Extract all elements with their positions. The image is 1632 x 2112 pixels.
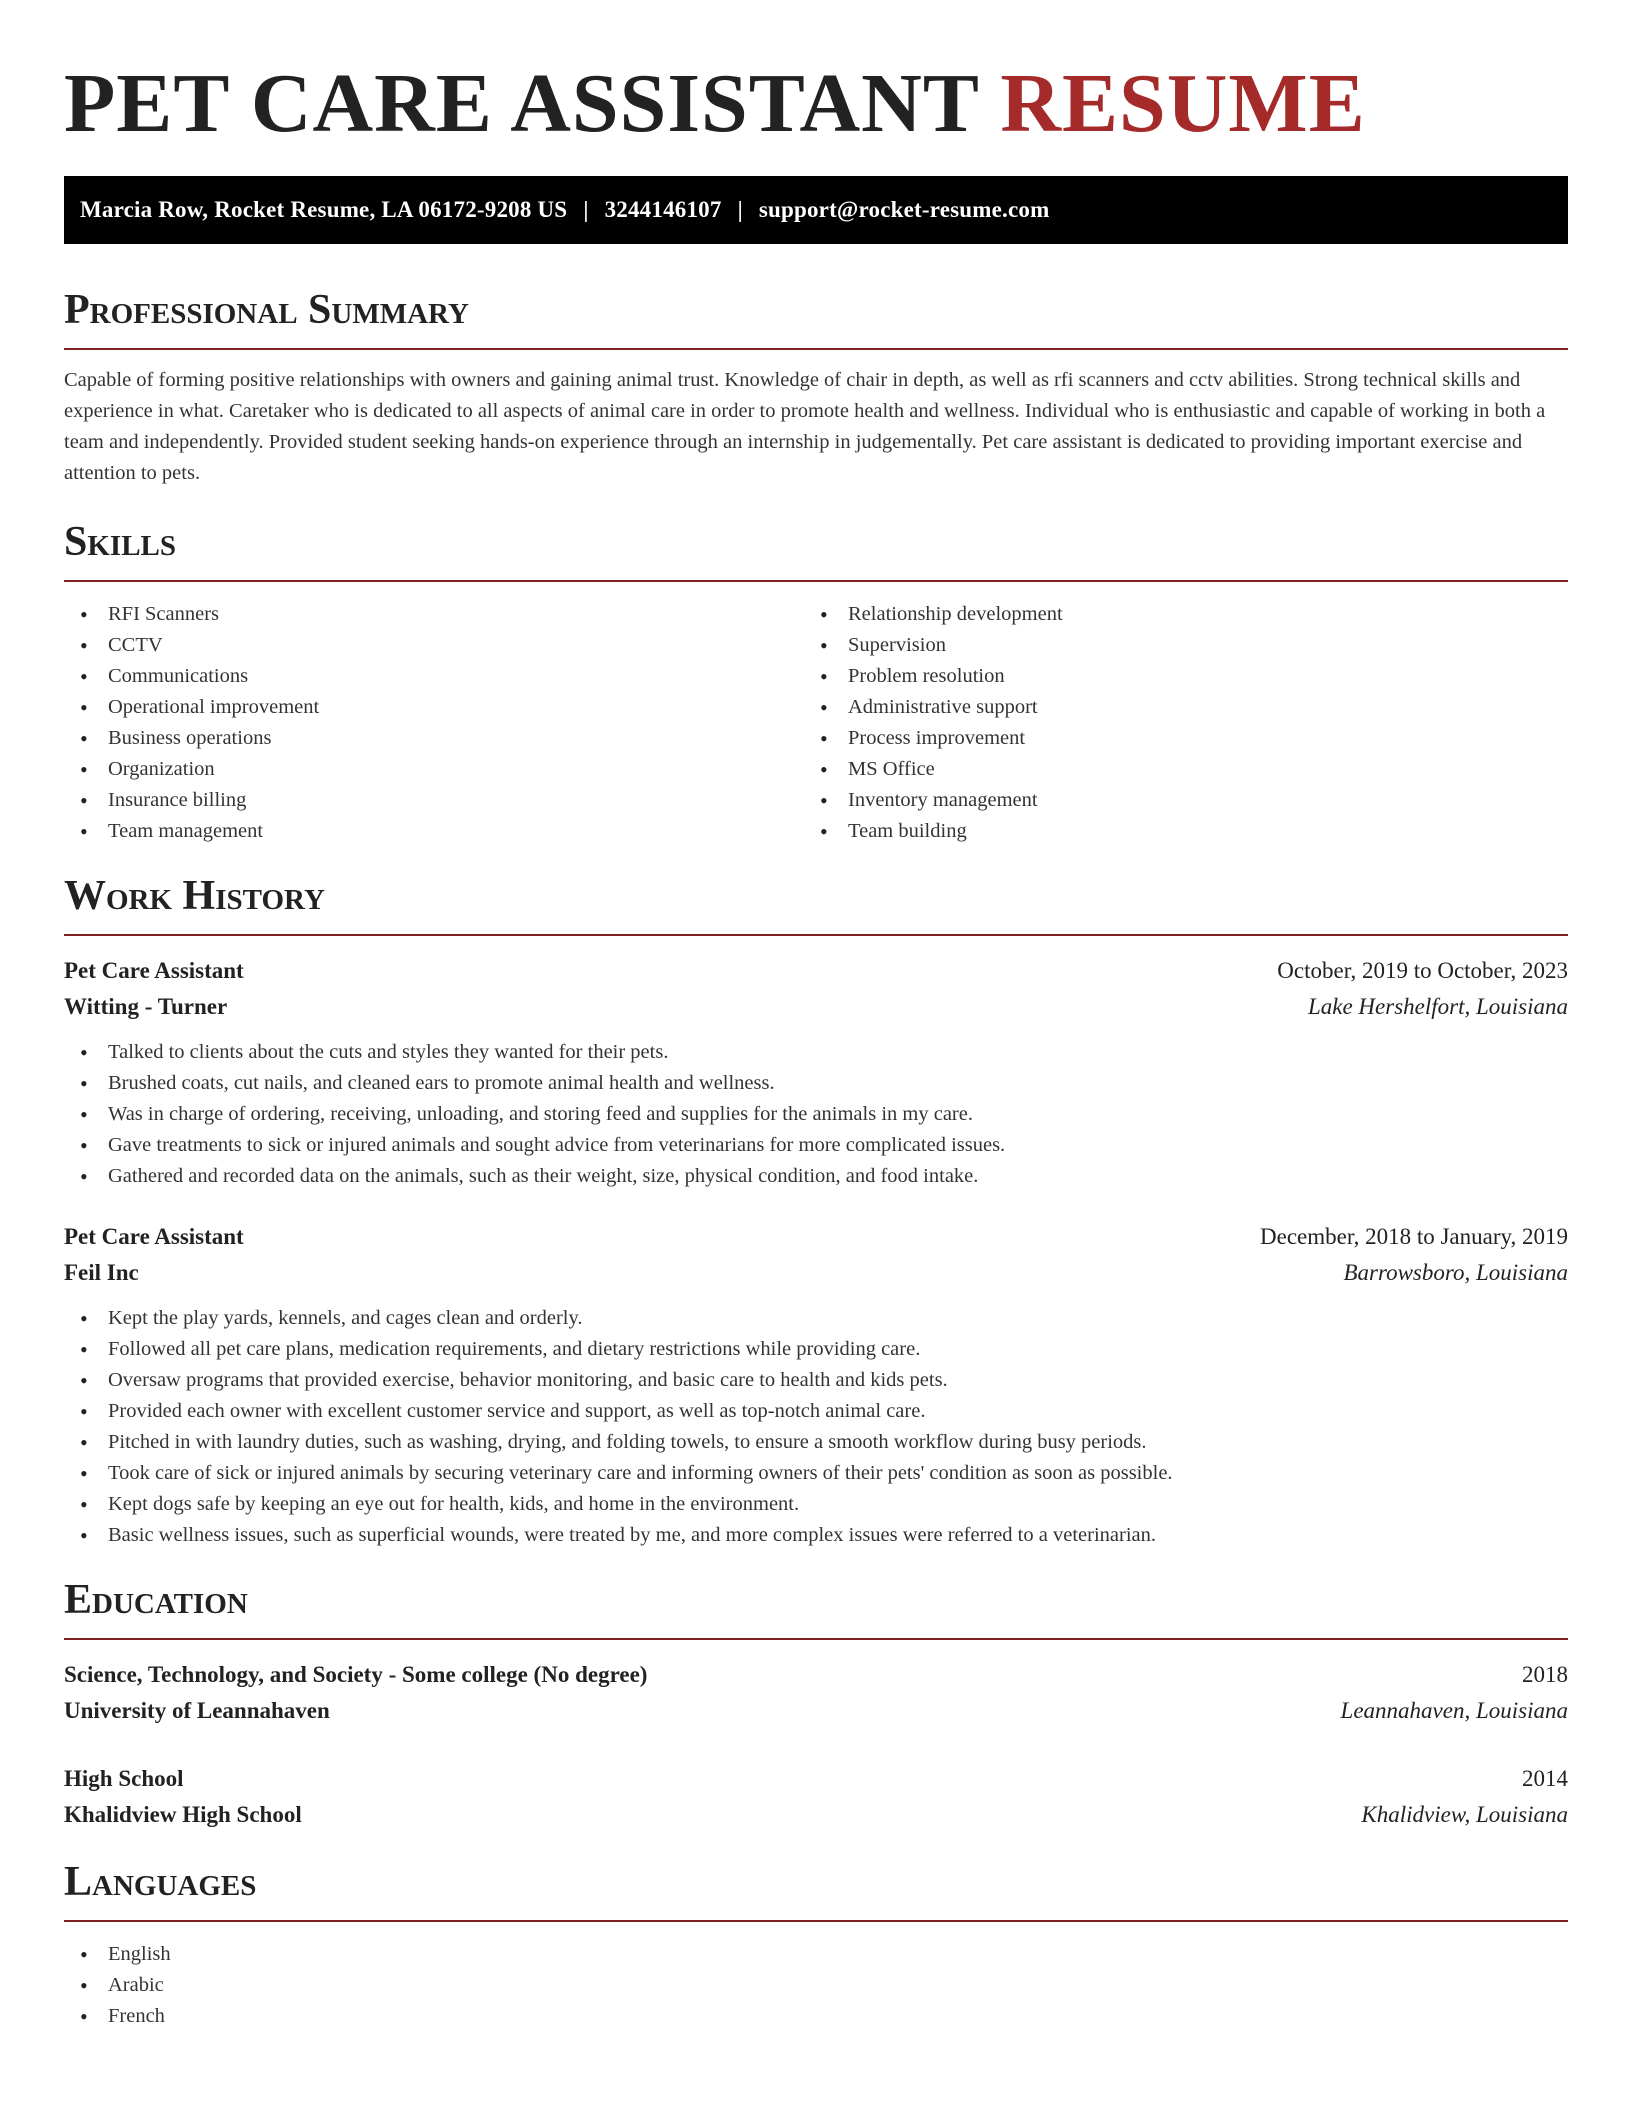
contact-email[interactable]: support@rocket-resume.com [758, 197, 1050, 222]
education-year: 2014 [1522, 1766, 1568, 1791]
skill-item: • RFI Scanners [64, 599, 804, 630]
section-divider [64, 1920, 1568, 1922]
section-divider [64, 348, 1568, 350]
job-dates: December, 2018 to January, 2019 [1260, 1224, 1568, 1249]
skills-column-left [64, 599, 804, 847]
education-school-row [64, 1693, 1568, 1729]
job-duty: • Pitched in with laundry duties, such as washing, drying, and folding towels, to ensure a smooth workflow during busy periods. [64, 1427, 1568, 1458]
languages-list [64, 1939, 1568, 2032]
job-duty: • Kept dogs safe by keeping an eye out for health, kids, and home in the environment. [64, 1489, 1568, 1520]
job-duties-list [64, 1303, 1568, 1551]
education-entry [64, 1657, 1568, 1729]
skill-item: • Team management [64, 816, 804, 847]
job-duty: • Oversaw programs that provided exercise, behavior monitoring, and basic care to health and kids pets. [64, 1365, 1568, 1396]
skills-left-list [64, 599, 804, 847]
skill-item: • Organization [64, 754, 804, 785]
job-header-row [64, 953, 1568, 989]
section-divider [64, 934, 1568, 936]
job-dates: October, 2019 to October, 2023 [1277, 958, 1568, 983]
resume-content [64, 0, 1568, 2032]
summary-heading: Professional Summary [64, 287, 469, 333]
skill-item: • Problem resolution [804, 661, 1544, 692]
skill-item: • Operational improvement [64, 692, 804, 723]
skill-item: • Communications [64, 661, 804, 692]
education-school: Khalidview High School [64, 1802, 302, 1827]
job-duty: • Provided each owner with excellent customer service and support, as well as top-notch animal care. [64, 1396, 1568, 1427]
job-location: Barrowsboro, Louisiana [1343, 1260, 1568, 1285]
job-duty: • Brushed coats, cut nails, and cleaned ears to promote animal health and wellness. [64, 1068, 1568, 1099]
job-company-row [64, 1255, 1568, 1291]
skills-column-right [804, 599, 1544, 847]
job-company: Feil Inc [64, 1260, 139, 1285]
title-accent: RESUME [1000, 57, 1366, 150]
education-degree: Science, Technology, and Society - Some college (No degree) [64, 1662, 648, 1687]
contact-address: Marcia Row, Rocket Resume, LA 06172-9208 US [80, 197, 568, 222]
education-degree: High School [64, 1766, 184, 1791]
contact-phone[interactable]: 3244146107 [604, 197, 722, 222]
language-item: • Arabic [64, 1970, 1568, 2001]
section-divider [64, 1638, 1568, 1640]
job-duty: • Talked to clients about the cuts and styles they wanted for their pets. [64, 1037, 1568, 1068]
education-entry [64, 1761, 1568, 1833]
work-history-heading: Work History [64, 873, 325, 919]
skills-right-list [804, 599, 1544, 847]
job-location: Lake Hershelfort, Louisiana [1307, 994, 1568, 1019]
skill-item: • MS Office [804, 754, 1544, 785]
title-main: PET CARE ASSISTANT [64, 57, 979, 150]
education-heading: Education [64, 1577, 248, 1623]
contact-bar [64, 176, 1568, 244]
job-duty: • Gave treatments to sick or injured animals and sought advice from veterinarians for more complicated issues. [64, 1130, 1568, 1161]
contact-separator: | [737, 197, 743, 222]
skill-item: • Insurance billing [64, 785, 804, 816]
education-header-row [64, 1657, 1568, 1693]
job-company: Witting - Turner [64, 994, 228, 1019]
job-company-row [64, 989, 1568, 1025]
education-header-row [64, 1761, 1568, 1797]
job-duty: • Took care of sick or injured animals by securing veterinary care and informing owners of their pets' condition as soon as possible. [64, 1458, 1568, 1489]
skill-item: • Inventory management [804, 785, 1544, 816]
job-duty: • Was in charge of ordering, receiving, unloading, and storing feed and supplies for the animals in my care. [64, 1099, 1568, 1130]
skill-item: • Relationship development [804, 599, 1544, 630]
education-location: Khalidview, Louisiana [1361, 1802, 1568, 1827]
skill-item: • Business operations [64, 723, 804, 754]
job-duty: • Basic wellness issues, such as superficial wounds, were treated by me, and more complex issues were referred to a veterinarian. [64, 1520, 1568, 1551]
job-duties-list [64, 1037, 1568, 1192]
resume-title [64, 0, 1568, 154]
job-title: Pet Care Assistant [64, 1224, 244, 1249]
job-duty: • Kept the play yards, kennels, and cages clean and orderly. [64, 1303, 1568, 1334]
skill-item: • Process improvement [804, 723, 1544, 754]
job-entry [64, 953, 1568, 1192]
job-title: Pet Care Assistant [64, 958, 244, 983]
contact-separator: | [583, 197, 589, 222]
skill-item: • Supervision [804, 630, 1544, 661]
education-year: 2018 [1522, 1662, 1568, 1687]
job-entry [64, 1219, 1568, 1551]
section-divider [64, 580, 1568, 582]
language-item: • English [64, 1939, 1568, 1970]
language-item: • French [64, 2001, 1568, 2032]
job-header-row [64, 1219, 1568, 1255]
education-location: Leannahaven, Louisiana [1340, 1698, 1568, 1723]
skills-list [64, 599, 1568, 847]
education-school: University of Leannahaven [64, 1698, 330, 1723]
summary-text: Capable of forming positive relationships with owners and gaining animal trust. Knowledge of chair in depth, as well as rfi scanners and cctv abilities. Strong technical skills and experience in what. Caretaker who is dedicated to all aspects of animal care in order to promote health and wellness. Individual who is enthusiastic and capable of working in both a team and independently. Provided student seeking hands-on experience through an internship in judgementally. Pet care assistant is dedicated to providing important exercise and attention to pets. [64, 369, 1546, 484]
skills-heading: Skills [64, 519, 177, 565]
education-school-row [64, 1797, 1568, 1833]
languages-heading: Languages [64, 1859, 257, 1905]
job-duty: • Gathered and recorded data on the animals, such as their weight, size, physical condition, and food intake. [64, 1161, 1568, 1192]
skill-item: • Administrative support [804, 692, 1544, 723]
skill-item: • CCTV [64, 630, 804, 661]
skill-item: • Team building [804, 816, 1544, 847]
job-duty: • Followed all pet care plans, medication requirements, and dietary restrictions while providing care. [64, 1334, 1568, 1365]
